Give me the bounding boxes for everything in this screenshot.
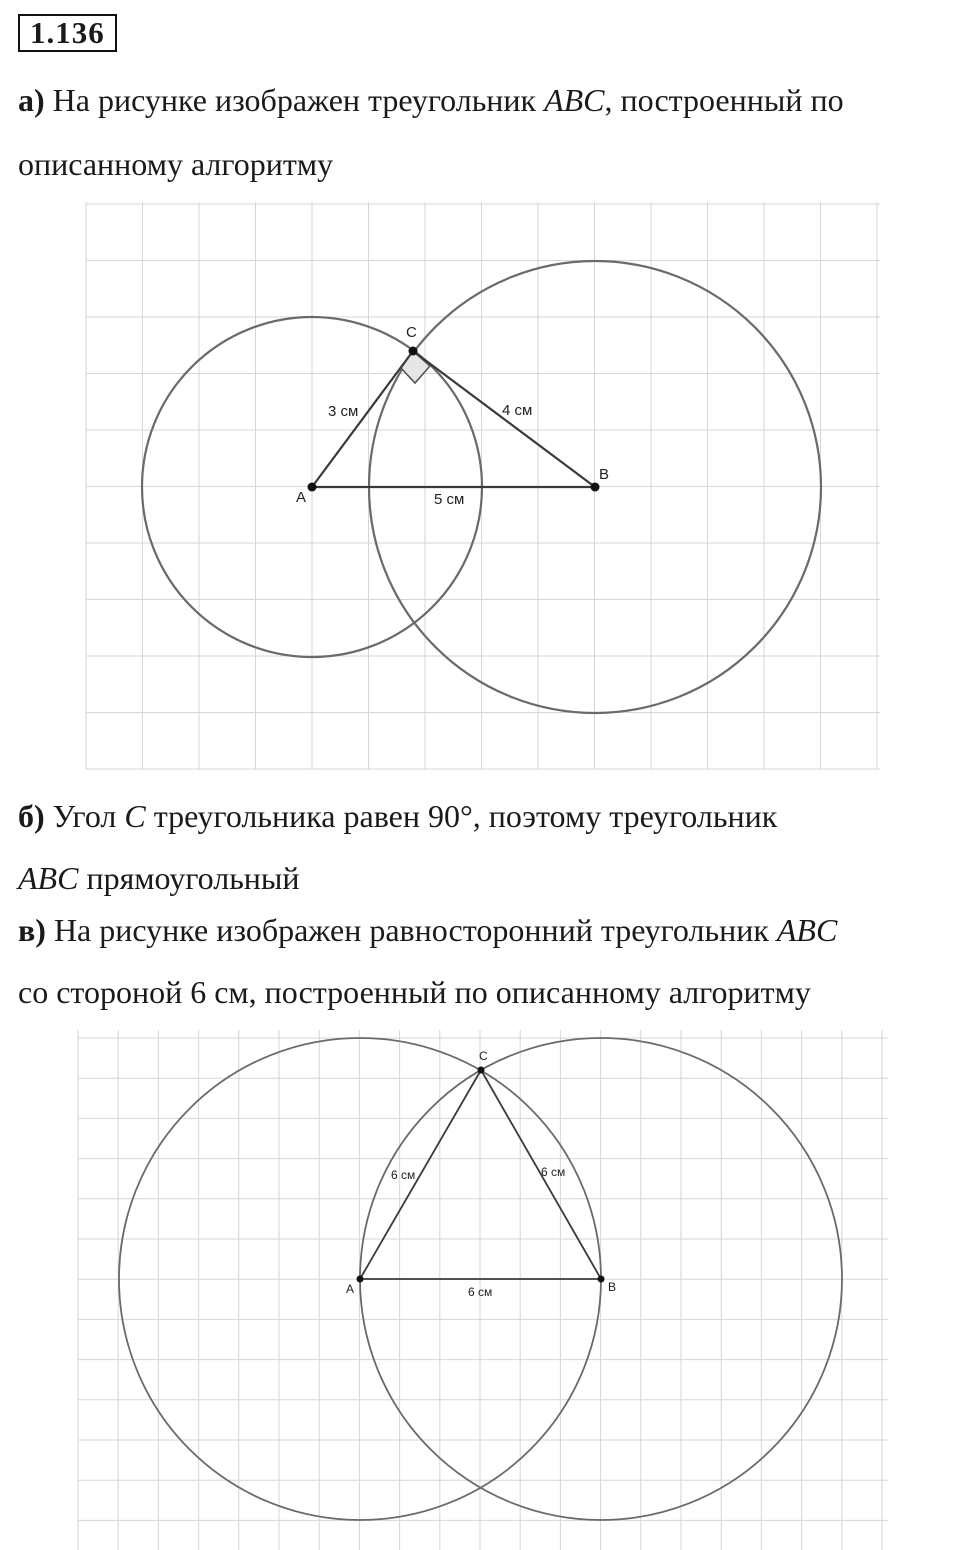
point-b-v xyxy=(598,1276,605,1283)
part-v-text: На рисунке изображен равносторонний треугольник xyxy=(53,912,769,948)
label-b-v: B xyxy=(608,1280,617,1294)
part-b-line-1 xyxy=(18,796,777,836)
side-bc xyxy=(413,351,595,487)
part-a-line-1 xyxy=(18,80,844,120)
part-b-marker: б) xyxy=(18,798,45,834)
part-v-marker: в) xyxy=(18,912,46,948)
part-a-math: ABC xyxy=(544,82,605,118)
point-b xyxy=(591,483,600,492)
label-side-ab: 5 см xyxy=(434,491,465,508)
label-side-ac-v: 6 см xyxy=(391,1168,416,1182)
label-a: A xyxy=(296,489,307,506)
point-a xyxy=(308,483,317,492)
part-b-line-2 xyxy=(18,858,300,898)
figure-a xyxy=(0,190,960,780)
label-b: B xyxy=(599,466,610,483)
part-v-line-2: со стороной 6 см, построенный по описанному алгоритму xyxy=(18,974,811,1010)
part-b-text: Угол xyxy=(52,798,117,834)
problem-number: 1.136 xyxy=(18,14,117,52)
part-a-line-2: описанному алгоритму xyxy=(18,146,334,182)
part-b-text-2: прямоугольный xyxy=(86,860,300,896)
side-ac-v xyxy=(360,1070,481,1279)
point-c xyxy=(409,347,418,356)
label-a-v: A xyxy=(346,1282,355,1296)
part-v-line-1 xyxy=(18,910,837,950)
part-a-text-after: , построенный по xyxy=(604,82,844,118)
part-a-marker: а) xyxy=(18,82,45,118)
point-c-v xyxy=(478,1067,485,1074)
label-side-ac: 3 см xyxy=(328,403,359,420)
label-c: C xyxy=(406,324,417,341)
point-a-v xyxy=(357,1276,364,1283)
label-side-bc: 4 см xyxy=(502,402,533,419)
label-side-bc-v: 6 см xyxy=(541,1165,566,1179)
figure-v xyxy=(0,1022,960,1550)
label-c-v: C xyxy=(479,1049,488,1063)
label-side-ab-v: 6 см xyxy=(468,1285,493,1299)
right-angle-mark xyxy=(401,351,430,383)
part-b-text-after: треугольника равен 90°, поэтому треугольник xyxy=(153,798,778,834)
part-b-math: C xyxy=(124,798,146,834)
part-a-text: На рисунке изображен треугольник xyxy=(52,82,537,118)
part-b-math-2: ABC xyxy=(18,860,79,896)
part-v-math: ABC xyxy=(776,912,838,948)
